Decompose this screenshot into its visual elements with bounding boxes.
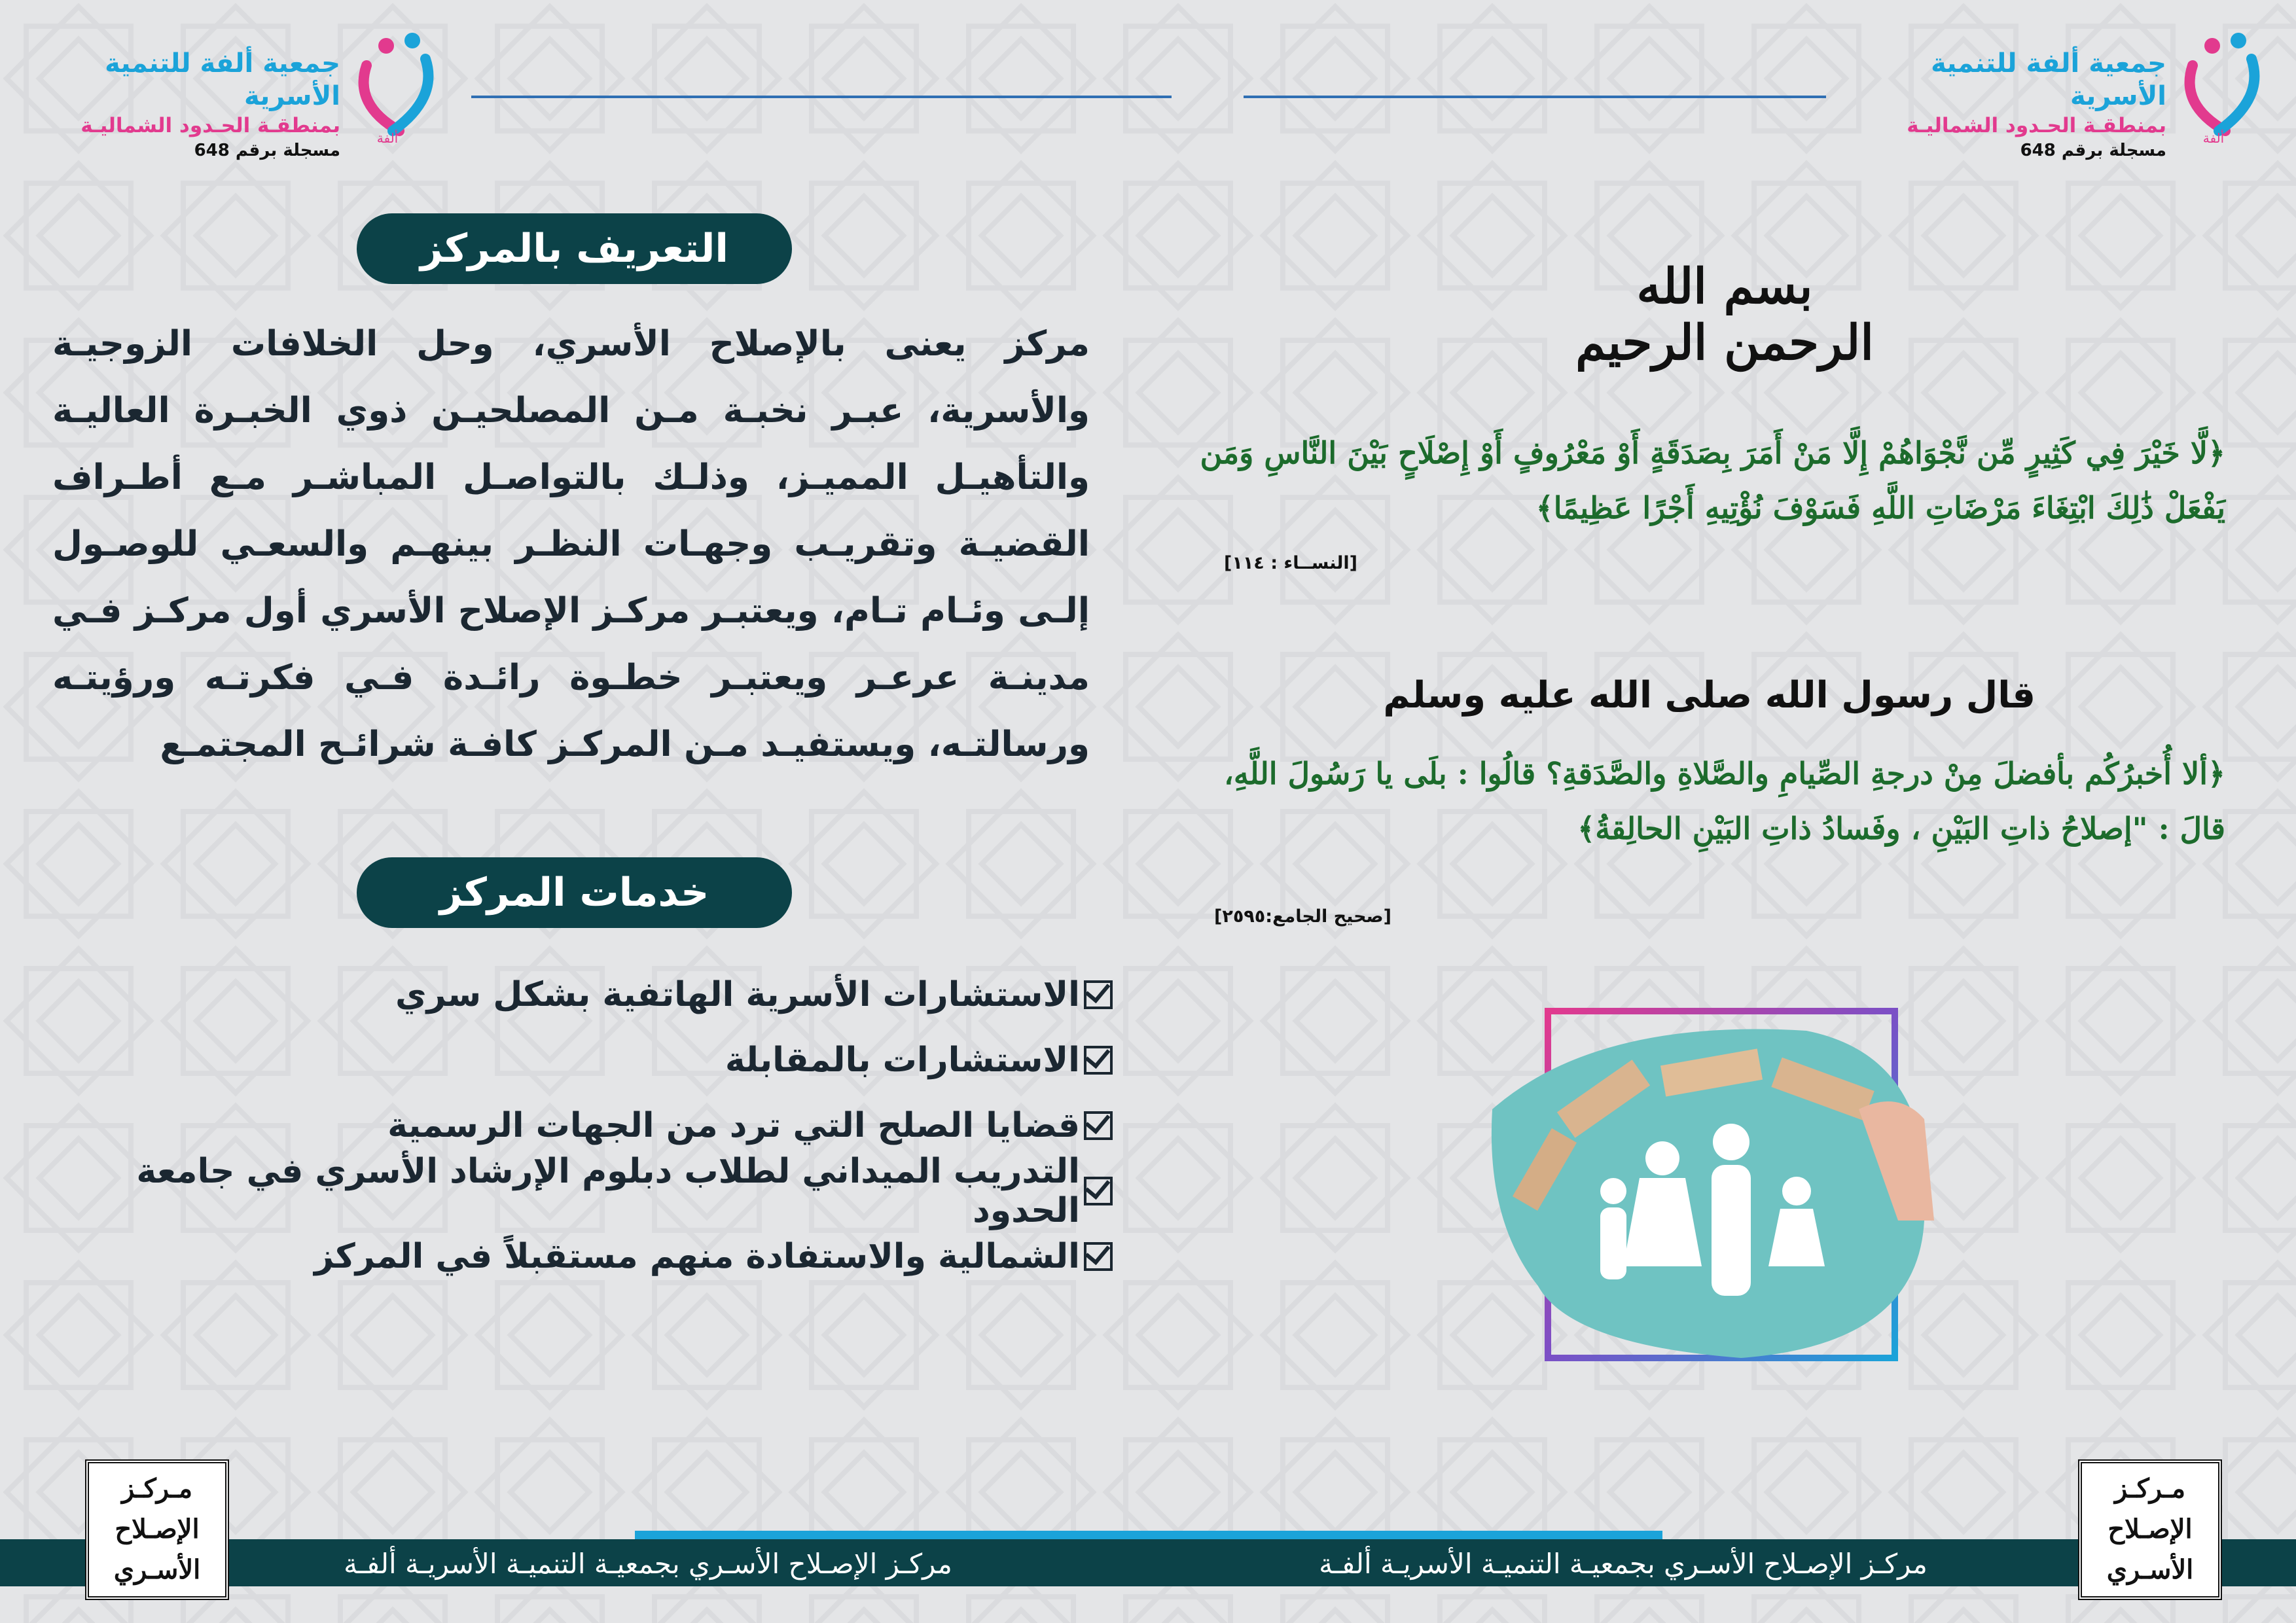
- org-region: بمنطقـة الحـدود الشماليـة: [81, 114, 340, 137]
- header-logo-left: [20, 26, 439, 160]
- org-registration: مسجلة برقم 648: [2020, 141, 2166, 160]
- checkbox-icon: [1084, 980, 1113, 1009]
- quran-verse: ﴿لَّا خَيْرَ فِي كَثِيرٍ مِّن نَّجْوَاهُمْ إِلَّا مَنْ أَمَرَ بِصَدَقَةٍ أَوْ مَعْرُوفٍ أَوْ إِصْلَاحٍ بَيْنَ النَّاسِ وَمَن يَفْعَلْ ذَٰلِكَ ابْتِغَاءَ مَرْضَاتِ اللَّهِ فَسَوْفَ نُؤْتِيهِ أَجْرًا عَظِيمًا﴾: [1200, 435, 2225, 526]
- checkbox-icon: [1084, 1242, 1113, 1271]
- hadith-reference: [صحيح الجامع:٢٥٩٥]: [1214, 906, 1391, 927]
- header-logo-right: [1846, 26, 2265, 160]
- service-item: الاستشارات الأسرية الهاتفية بشكل سري: [33, 962, 1113, 1027]
- footer-text-left: مركـز الإصـلاح الأسـري بجمعيـة التنميـة الأسريـة ألفـة: [344, 1548, 952, 1580]
- services-title: خدمات المركز: [357, 857, 792, 928]
- org-registration: مسجلة برقم 648: [194, 141, 340, 160]
- service-item: الاستشارات بالمقابلة: [33, 1027, 1113, 1093]
- logo-caption: ألفة: [2202, 130, 2225, 144]
- intro-text: مركز يعنى بالإصلاح الأسري، وحل الخلافات الزوجيـة والأسرية، عبـر نخبـة مـن المصلحيـن ذوي الخبـرة العاليـة والتأهيـل المميـز، وذلـك بالتواصـل المباشـر مـع أطـراف القضيـة وتقريـب وجهـات النظـر بينهـم والسعـي للوصـول إلـى وئـام تـام، ويعتبـر مركـز الإصلاح الأسري أول مركـز فـي مدينـة عرعـر ويعتبـر خطـوة رائـدة فـي فكرتـه ورؤيتـه ورسالتـه، ويستفيـد مـن المركـز كافـة شرائـح المجتمـع: [52, 324, 1090, 764]
- org-region: بمنطقـة الحـدود الشماليـة: [1907, 114, 2166, 137]
- service-item: الشمالية والاستفادة منهم مستقبلاً في المركز: [33, 1224, 1113, 1289]
- footer-text-right: مركـز الإصـلاح الأسـري بجمعيـة التنميـة الأسريـة ألفـة: [1319, 1548, 1928, 1580]
- services-list: [33, 962, 1113, 1289]
- header-divider-right: [1244, 96, 1826, 98]
- prophet-heading: قال رسول الله صلى الله عليه وسلم: [1383, 674, 2036, 717]
- hadith-text: ﴿ألا أُخبرُكُم بأفضلَ مِنْ درجةِ الصِّيامِ والصَّلاةِ والصَّدَقةِ؟ قالُوا : بلَى يا رَسُولَ اللَّهِ، قالَ : "إصلاحُ ذاتِ البَيْنِ ، وفَسادُ ذاتِ البَيْنِ الحالِقةُ﴾: [1224, 756, 2225, 846]
- verse-reference: [النســاء : ١١٤]: [1224, 553, 1358, 573]
- center-seal-right: مـركـز الإصـلاح الأسـري: [2078, 1459, 2222, 1600]
- header-divider-left: [471, 96, 1172, 98]
- basmala-calligraphy: بسم الله الرحمن الرحيم: [1575, 259, 1874, 371]
- checkbox-icon: [1084, 1111, 1113, 1140]
- logo-caption: ألفة: [376, 130, 399, 144]
- center-seal-left: مـركـز الإصـلاح الأسـري: [85, 1459, 229, 1600]
- heart-people-icon: [2166, 26, 2265, 144]
- checkbox-icon: [1084, 1046, 1113, 1075]
- service-item: قضايا الصلح التي ترد من الجهات الرسمية: [33, 1093, 1113, 1158]
- heart-people-icon: [340, 26, 439, 144]
- service-item: التدريب الميداني لطلاب دبلوم الإرشاد الأسري في جامعة الحدود: [33, 1158, 1113, 1224]
- org-name: جمعية ألفة للتنمية الأسرية: [1931, 48, 2166, 111]
- intro-title: التعريف بالمركز: [357, 213, 792, 284]
- family-illustration: [1466, 1005, 1957, 1368]
- org-name: جمعية ألفة للتنمية الأسرية: [105, 48, 340, 111]
- checkbox-icon: [1084, 1177, 1113, 1205]
